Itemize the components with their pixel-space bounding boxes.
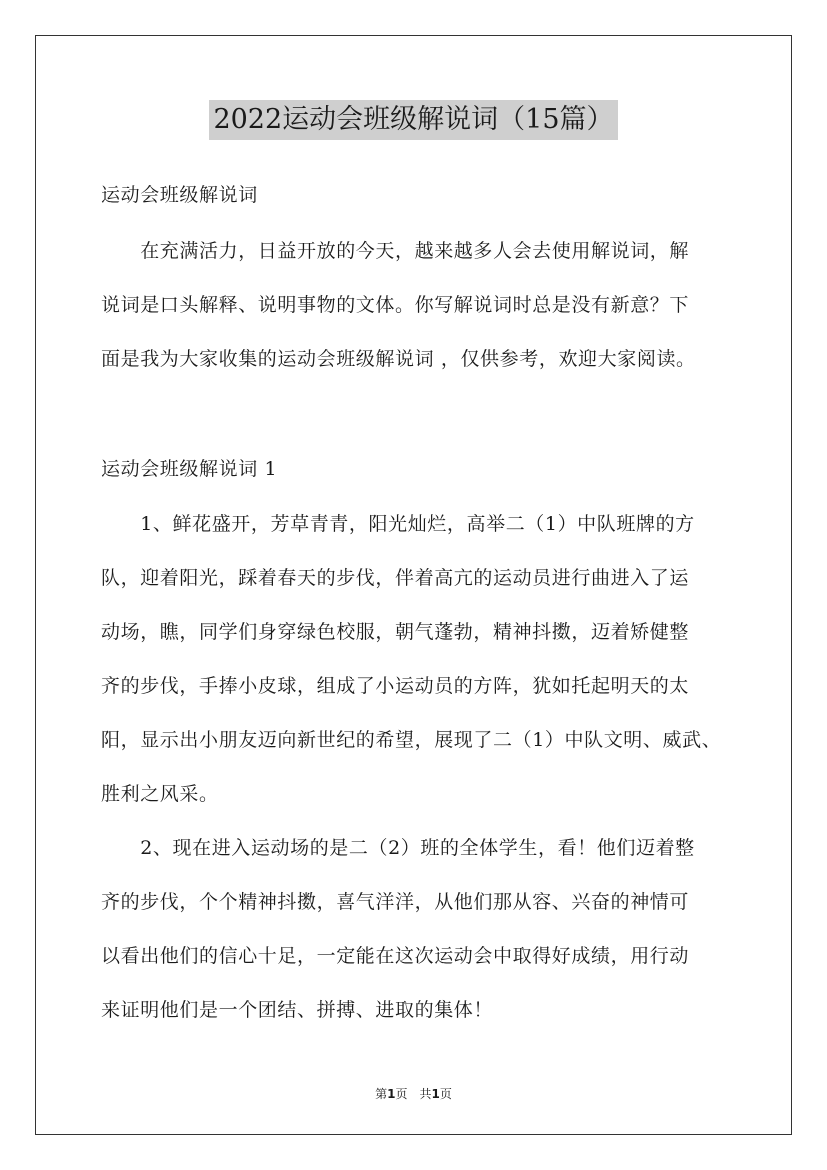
intro-heading: 运动会班级解说词 <box>101 184 258 206</box>
paragraph-line: 动场，瞧，同学们身穿绿色校服，朝气蓬勃，精神抖擞，迈着矫健整 <box>101 621 690 643</box>
section-heading: 运动会班级解说词 1 <box>101 458 278 480</box>
intro-line: 在充满活力，日益开放的今天，越来越多人会去使用解说词，解 <box>101 240 690 262</box>
paragraph-line: 来证明他们是一个团结、拼搏、进取的集体！ <box>101 999 494 1021</box>
intro-line: 面是我为大家收集的运动会班级解说词 ，仅供参考，欢迎大家阅读。 <box>101 348 696 370</box>
paragraph-line: 齐的步伐，个个精神抖擞，喜气洋洋，从他们那从容、兴奋的神情可 <box>101 891 690 913</box>
paragraph-line: 2、现在进入运动场的是二（2）班的全体学生，看！他们迈着整 <box>101 837 695 859</box>
footer-prefix: 第 <box>375 1087 388 1101</box>
document-title: 2022运动会班级解说词（15篇） <box>209 100 617 140</box>
footer-page-total: 1 <box>431 1087 440 1101</box>
paragraph-line: 胜利之风采。 <box>101 783 219 805</box>
title-wrapper <box>0 100 827 140</box>
footer-page-number: 1 <box>387 1087 396 1101</box>
page-footer <box>0 1085 827 1102</box>
paragraph-line: 齐的步伐，手捧小皮球，组成了小运动员的方阵，犹如托起明天的太 <box>101 675 690 697</box>
paragraph-line: 阳，显示出小朋友迈向新世纪的希望，展现了二（1）中队文明、威武、 <box>101 729 722 751</box>
footer-suffix: 页 <box>439 1087 452 1101</box>
paragraph-line: 以看出他们的信心十足，一定能在这次运动会中取得好成绩，用行动 <box>101 945 690 967</box>
paragraph-line: 1、鲜花盛开，芳草青青，阳光灿烂，高举二（1）中队班牌的方 <box>101 513 695 535</box>
paragraph-line: 队，迎着阳光，踩着春天的步伐，伴着高亢的运动员进行曲进入了运 <box>101 567 690 589</box>
intro-line: 说词是口头解释、说明事物的文体。你写解说词时总是没有新意？下 <box>101 294 690 316</box>
footer-mid: 页 共 <box>395 1087 432 1101</box>
